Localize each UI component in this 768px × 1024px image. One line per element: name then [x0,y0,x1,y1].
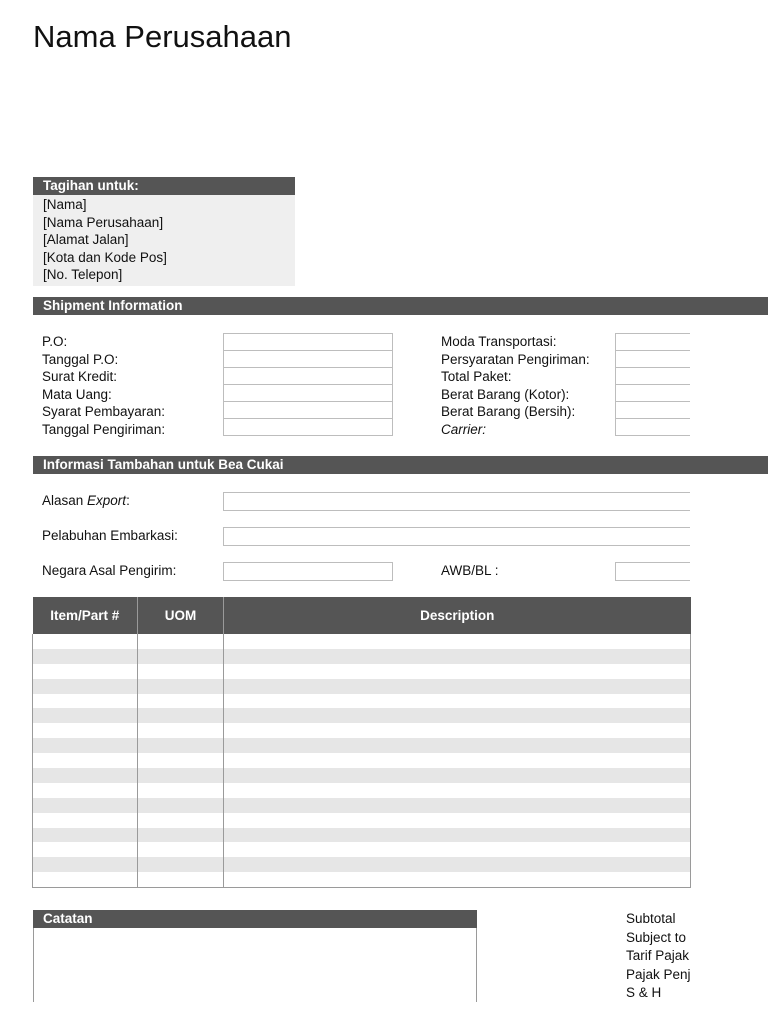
table-row [33,738,691,753]
po-field[interactable] [223,333,393,351]
net-weight-field[interactable] [615,401,690,419]
uom-cell[interactable] [138,694,224,709]
description-header: Description [224,597,691,634]
table-row [33,753,691,768]
gross-weight-field[interactable] [615,384,690,402]
item-part-cell[interactable] [33,828,138,843]
item-part-cell[interactable] [33,768,138,783]
bill-to-city-zip[interactable]: [Kota dan Kode Pos] [43,249,167,265]
items-table [32,597,691,888]
uom-cell[interactable] [138,679,224,694]
port-label: Pelabuhan Embarkasi: [42,528,178,543]
letter-of-credit-field[interactable] [223,367,393,385]
gross-weight-label: Berat Barang (Kotor): [441,386,570,402]
letter-of-credit-label: Surat Kredit: [42,369,118,384]
carrier-label: Carrier: [441,421,487,437]
awb-field[interactable] [615,562,690,581]
item-part-cell[interactable] [33,798,138,813]
uom-cell[interactable] [138,753,224,768]
description-cell[interactable] [224,708,691,723]
description-cell[interactable] [224,783,691,798]
uom-header: UOM [138,597,224,634]
total-packages-label: Total Paket: [441,369,512,384]
export-reason-label [42,492,130,510]
table-row [33,828,691,843]
export-reason-label-suffix: : [126,493,130,508]
po-date-field[interactable] [223,350,393,368]
items-table-header [33,597,691,634]
table-row [33,842,691,857]
bill-to-body [33,195,295,286]
item-part-cell[interactable] [33,723,138,738]
port-field[interactable] [223,527,690,546]
origin-country-label: Negara Asal Pengirim: [42,563,177,578]
table-row [33,872,691,887]
item-part-cell[interactable] [33,708,138,723]
table-row [33,723,691,738]
item-part-cell[interactable] [33,753,138,768]
description-cell[interactable] [224,842,691,857]
description-cell[interactable] [224,723,691,738]
shipment-left-labels [42,333,222,438]
bill-to-title: Tagihan untuk: [33,177,295,195]
table-row [33,813,691,828]
shipping-terms-label: Persyaratan Pengiriman: [441,351,590,367]
uom-cell[interactable] [138,723,224,738]
bill-to-street[interactable]: [Alamat Jalan] [43,232,129,247]
uom-cell[interactable] [138,708,224,723]
export-reason-label-prefix: Alasan [42,493,88,508]
shipment-info-title: Shipment Information [33,297,768,315]
po-date-label: Tanggal P.O: [42,351,119,367]
subtotal-label: Subtotal [626,911,676,926]
company-name: Nama Perusahaan [33,19,292,54]
uom-cell[interactable] [138,649,224,664]
export-reason-label-italic: Export [87,493,127,508]
shipment-right-fields [615,333,690,436]
uom-cell[interactable] [138,783,224,798]
table-row [33,708,691,723]
description-cell[interactable] [224,738,691,753]
item-part-header: Item/Part # [33,597,138,634]
description-cell[interactable] [224,857,691,872]
item-part-cell[interactable] [33,664,138,679]
description-cell[interactable] [224,813,691,828]
uom-cell[interactable] [138,738,224,753]
table-row [33,857,691,872]
shipment-left-fields [223,333,393,436]
item-part-cell[interactable] [33,857,138,872]
description-cell[interactable] [224,768,691,783]
item-part-cell[interactable] [33,738,138,753]
item-part-cell[interactable] [33,679,138,694]
table-row [33,768,691,783]
totals-block [626,910,696,1003]
table-row [33,798,691,813]
description-cell[interactable] [224,798,691,813]
description-cell[interactable] [224,664,691,679]
description-cell[interactable] [224,872,691,887]
table-row [33,679,691,694]
uom-cell[interactable] [138,872,224,887]
payment-terms-field[interactable] [223,401,393,419]
description-cell[interactable] [224,649,691,664]
bill-to-phone[interactable]: [No. Telepon] [43,267,123,282]
export-reason-field[interactable] [223,492,690,511]
shipment-right-labels [441,333,616,438]
uom-cell[interactable] [138,857,224,872]
table-row [33,634,691,649]
transport-mode-field[interactable] [615,333,690,351]
sales-tax-label: Pajak Penj [626,966,691,982]
customs-info-title: Informasi Tambahan untuk Bea Cukai [33,456,768,474]
item-part-cell[interactable] [33,813,138,828]
item-part-cell[interactable] [33,872,138,887]
shipping-date-field[interactable] [223,418,393,436]
item-part-cell[interactable] [33,694,138,709]
items-table-body [33,634,691,888]
description-cell[interactable] [224,694,691,709]
awb-label: AWB/BL : [441,563,499,578]
bill-to-name[interactable]: [Nama] [43,197,87,212]
tax-rate-label: Tarif Pajak [626,948,690,963]
po-label: P.O: [42,334,68,349]
table-row [33,664,691,679]
table-row [33,649,691,664]
currency-label: Mata Uang: [42,386,112,402]
shipping-terms-field[interactable] [615,350,690,368]
uom-cell[interactable] [138,842,224,857]
description-cell[interactable] [224,753,691,768]
bill-to-block [33,177,295,286]
notes-box[interactable] [33,928,477,1002]
table-row [33,694,691,709]
uom-cell[interactable] [138,813,224,828]
notes-title: Catatan [33,910,477,928]
payment-terms-label: Syarat Pembayaran: [42,404,166,419]
notes-block [33,910,477,1002]
uom-cell[interactable] [138,768,224,783]
net-weight-label: Berat Barang (Bersih): [441,404,576,419]
uom-cell[interactable] [138,798,224,813]
subject-to-label: Subject to [626,929,687,945]
item-part-cell[interactable] [33,842,138,857]
description-cell[interactable] [224,634,691,649]
uom-cell[interactable] [138,664,224,679]
table-row [33,783,691,798]
description-cell[interactable] [224,828,691,843]
item-part-cell[interactable] [33,783,138,798]
uom-cell[interactable] [138,828,224,843]
description-cell[interactable] [224,679,691,694]
total-packages-field[interactable] [615,367,690,385]
origin-country-field[interactable] [223,562,393,581]
item-part-cell[interactable] [33,649,138,664]
transport-mode-label: Moda Transportasi: [441,334,557,349]
bill-to-company[interactable]: [Nama Perusahaan] [43,214,164,230]
uom-cell[interactable] [138,634,224,649]
shipping-handling-label: S & H [626,985,662,1000]
carrier-field[interactable] [615,418,690,436]
currency-field[interactable] [223,384,393,402]
item-part-cell[interactable] [33,634,138,649]
shipping-date-label: Tanggal Pengiriman: [42,421,166,437]
